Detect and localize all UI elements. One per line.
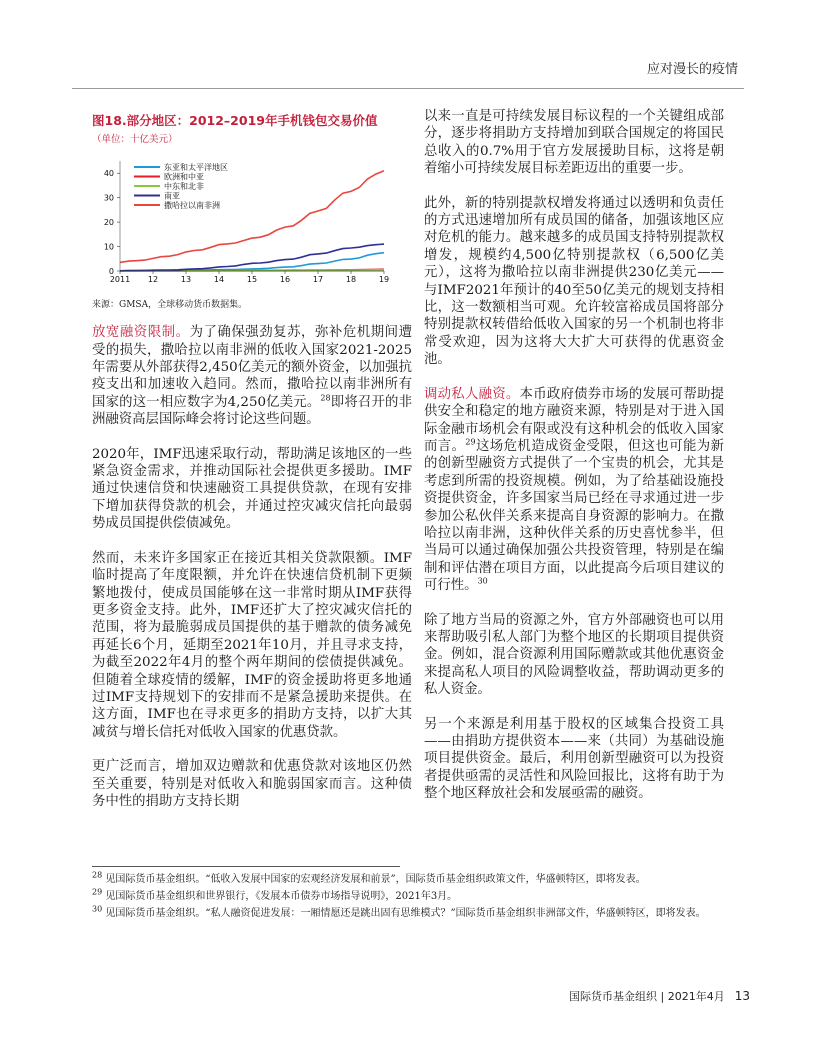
footnote-number: 29 [92, 887, 103, 897]
legend-label: 撒哈拉以南非洲 [164, 200, 220, 210]
footnote-29 [92, 887, 722, 904]
footnote-rule [92, 866, 400, 867]
right-paragraph-2: 此外，新的特别提款权增发将通过以透明和负责任的方式迅速增加所有成员国的储备，加强该地区应对危机的能力。越来越多的成员国支持特别提款权增发，规模约4,500亿特别提款权（6,500亿美元），这将为撒哈拉以南非洲提供230亿美元——与IMF2021年预计的40至50亿美元的规划支持相比，这一数额相当可观。允许较富裕成员国将部分特别提款权转借给低收入国家的另一个机制也将非常受欢迎，因为这将大大扩大可获得的优惠资金池。 [424, 195, 724, 368]
x-tick-label: 12 [147, 274, 159, 283]
x-tick-label: 16 [279, 274, 291, 283]
y-tick-label: 40 [103, 169, 114, 179]
footnote-text: 见国际货币基金组织和世界银行，《发展本币债券市场指导说明》，2021年3月。 [105, 891, 458, 902]
footnote-ref[interactable]: 30 [477, 576, 488, 586]
left-paragraph-1 [92, 324, 412, 428]
footnote-ref[interactable]: 28 [320, 393, 331, 403]
x-tick-label: 2011 [109, 274, 131, 283]
footnote-number: 30 [92, 904, 103, 914]
figure-unit: （单位：十亿美元） [92, 134, 178, 146]
x-tick-label: 14 [213, 274, 225, 283]
footnote-ref[interactable]: 29 [465, 437, 476, 447]
legend-label: 南亚 [164, 191, 180, 201]
legend-label: 中东和北非 [164, 181, 204, 191]
x-tick-label: 17 [312, 274, 324, 283]
footnote-30 [92, 904, 722, 921]
header-rule [72, 88, 744, 89]
footer-text: 国际货币基金组织 | 2021年4月 [569, 990, 725, 1003]
footnotes [92, 866, 722, 924]
lead-phrase: 调动私人融资。 [424, 386, 520, 402]
paragraph-tail: 这场危机造成资金受限，但这也可能为新的创新型融资方式提供了一个宝贵的机会，尤其是考虑到所需的投资规模。例如，为了给基础设施投资提供资金，许多国家当局已经在寻求通过进一步参加公私伙伴关系来提高自身资源的影响力。在撒哈拉以南非洲，这种伙伴关系的历史喜忧参半，但当局可以通过确保加强公共投资管理，特别是在编制和评估潜在项目方面，以此提高今后项目建议的可行性。 [424, 438, 725, 594]
page-number: 13 [734, 989, 750, 1003]
y-tick-label: 30 [103, 193, 114, 203]
footnote-28 [92, 870, 722, 887]
left-column [92, 108, 412, 827]
line-chart [92, 153, 392, 283]
right-paragraph-5: 另一个来源是利用基于股权的区域集合投资工具——由捐助方提供资本——来（共同）为基础设施项目提供资金。最后，利用创新型融资可以为投资者提供亟需的灵活性和风险回报比，这将有助于为整个地区释放社会和发展亟需的融资。 [424, 716, 724, 802]
figure-source: 来源：GMSA，全球移动货币数据集。 [92, 299, 248, 310]
x-tick-label: 15 [246, 274, 258, 283]
right-paragraph-1: 以来一直是可持续发展目标议程的一个关键组成部分，逐步将捐助方支持增加到联合国规定的将国民总收入的0.7%用于官方发展援助目标，这将是朝着缩小可持续发展目标差距迈出的重要一步。 [424, 109, 724, 177]
right-column [424, 108, 724, 820]
left-paragraph-3: 然而，未来许多国家正在接近其相关贷款限额。IMF临时提高了年度限额，并允许在快速信贷机制下更频繁地拨付，使成员国能够在这一非常时期从IMF获得更多资金支持。此外，IMF还扩大了控灾减灾信托的范围，将为最脆弱成员国提供的基于赠款的债务减免再延长6个月，延期至2021年10月，并且寻求支持，为截至2022年4月的整个两年期间的偿债提供减免。但随着全球疫情的缓解，IMF的资金援助将更多地通过IMF支持规划下的安排而不是紧急援助来提供。在这方面，IMF也在寻求更多的捐助方支持，以扩大其减贫与增长信托对低收入国家的优惠贷款。 [92, 550, 412, 740]
y-tick-label: 20 [103, 217, 114, 227]
right-paragraph-3 [424, 386, 724, 595]
page-footer [569, 988, 750, 1004]
y-tick-label: 10 [103, 242, 114, 252]
y-tick-label: 0 [108, 266, 114, 276]
x-tick-label: 19 [378, 274, 390, 283]
paragraph-tail: 即将召开的非洲融资高层国际峰会将讨论这些问题。 [92, 394, 412, 428]
legend-label: 欧洲和中亚 [164, 172, 204, 182]
x-tick-label: 18 [345, 274, 357, 283]
footnote-text: 见国际货币基金组织。“私人融资促进发展：一厢情愿还是跳出固有思维模式？”国际货币基金组织非洲部文件，华盛顿特区，即将发表。 [105, 908, 706, 919]
paragraph-text: 为了确保强劲复苏，弥补危机期间遭受的损失，撒哈拉以南非洲的低收入国家2021-2025年需要从外部获得2,450亿美元的额外资金，以加强抗疫支出和加速收入趋同。然而，撒哈拉以南非洲所有国家的这一相应数字为4,250亿美元。 [92, 325, 413, 410]
footnote-text: 见国际货币基金组织。“低收入发展中国家的宏观经济发展和前景”，国际货币基金组织政策文件，华盛顿特区，即将发表。 [105, 874, 646, 885]
figure-title: 图18.部分地区：2012–2019年手机钱包交易价值 [92, 113, 378, 128]
series-line [120, 253, 384, 271]
lead-phrase: 放宽融资限制。 [92, 325, 190, 341]
x-tick-label: 13 [180, 274, 192, 283]
paragraph-text: 本币政府债券市场的发展可帮助提供安全和稳定的地方融资来源，特别是对于进入国际金融市场机会有限或没有这种机会的低收入国家而言。 [424, 386, 725, 454]
running-head: 应对漫长的疫情 [646, 62, 738, 77]
footnote-number: 28 [92, 870, 103, 880]
left-paragraph-4: 更广泛而言，增加双边赠款和优惠贷款对该地区仍然至关重要，特别是对低收入和脆弱国家而言。这种债务中性的捐助方支持长期 [92, 759, 412, 809]
right-paragraph-4: 除了地方当局的资源之外，官方外部融资也可以用来帮助吸引私人部门为整个地区的长期项目提供资金。例如，混合资源利用国际赠款或其他优惠资金来提高私人项目的风险调整收益，帮助调动更多的私人资金。 [424, 612, 724, 698]
left-paragraph-2: 2020年，IMF迅速采取行动，帮助满足该地区的一些紧急资金需求，并推动国际社会提供更多援助。IMF通过快速信贷和快速融资工具提供贷款，在现有安排下增加获得贷款的机会，并通过控灾减灾信托向最弱势成员国提供偿债减免。 [92, 446, 412, 532]
legend-label: 东亚和太平洋地区 [164, 162, 228, 172]
